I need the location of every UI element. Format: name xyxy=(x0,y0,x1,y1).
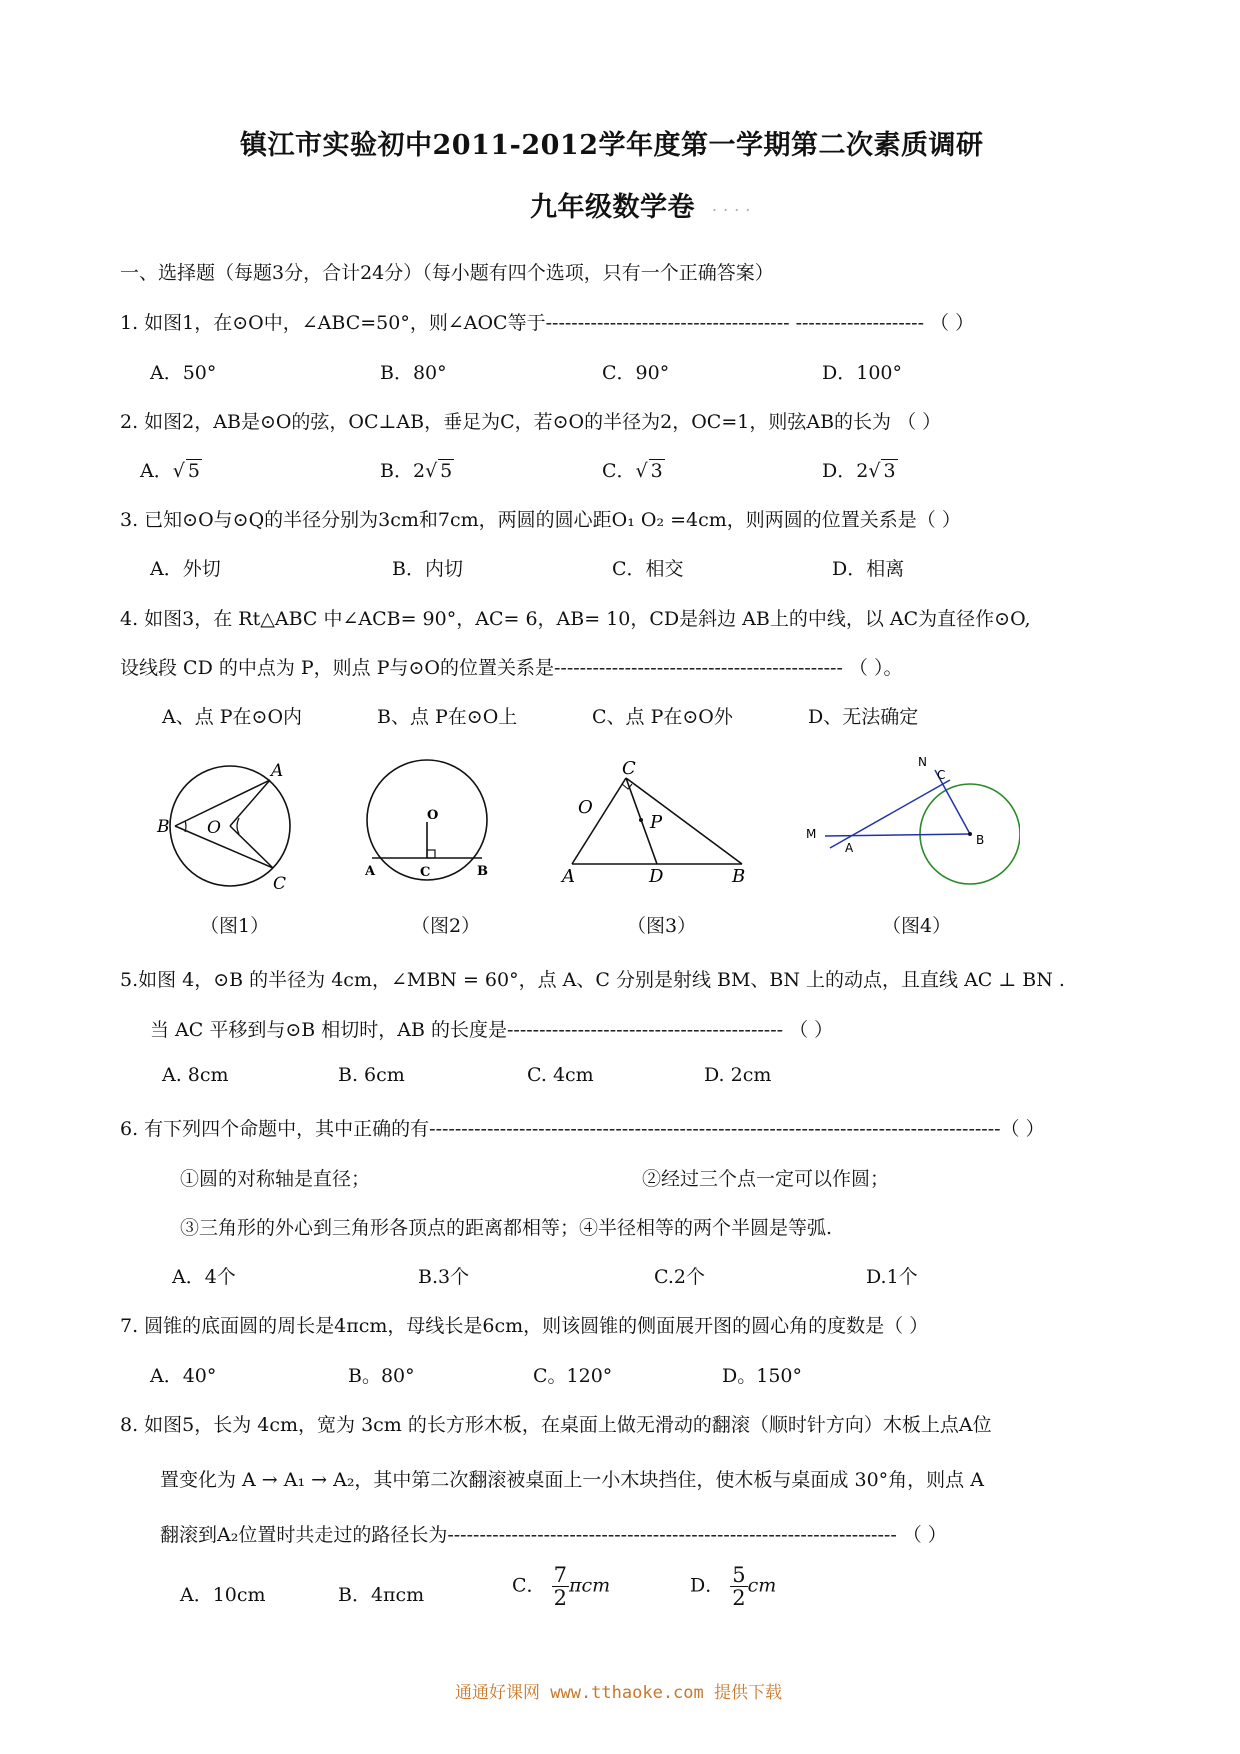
question-4-stem-line1: 4. 如图3，在 Rt△ABC 中∠ACB= 90°，AC= 6，AB= 10，CD是斜边 AB上的中线，以 AC为直径作⊙O, xyxy=(120,608,1031,630)
q2-option-c: C．√ 3 xyxy=(602,460,663,482)
q5-option-b: B. 6cm xyxy=(338,1064,405,1086)
q1-option-b: B．80° xyxy=(380,362,447,384)
fig2-label-b: B xyxy=(477,864,488,879)
q4-option-a: A、点 P在⊙O内 xyxy=(162,706,303,728)
fig1-radius-oa xyxy=(230,780,270,826)
fig2-right-angle-mark xyxy=(427,850,435,858)
q6-option-b: B.3个 xyxy=(418,1266,470,1288)
q5-option-c: C. 4cm xyxy=(527,1064,594,1086)
fig2-label-a: A xyxy=(365,864,376,879)
fig1-angle-o-mark xyxy=(237,818,239,834)
fig4-ray-bm xyxy=(825,834,970,836)
fig4-label-c: C xyxy=(937,768,946,782)
question-3-stem: 3. 已知⊙O与⊙Q的半径分别为3cm和7cm，两圆的圆心距O₁ O₂ =4cm，则两圆的位置关系是（ ） xyxy=(120,509,961,531)
q7-option-a: A．40° xyxy=(150,1365,217,1387)
subtitle-dots: .... xyxy=(712,196,757,215)
section-heading: 一、选择题（每题3分，合计24分）（每小题有四个选项，只有一个正确答案） xyxy=(120,262,774,284)
fig3-caption: （图3） xyxy=(627,915,697,937)
fig4-label-a: A xyxy=(845,841,854,855)
fig3-label-o: O xyxy=(578,797,593,818)
fig1-chord-bc xyxy=(175,826,273,868)
question-8-stem-line2: 置变化为 A → A₁ → A₂，其中第二次翻滚被桌面上一小木块挡住，使木板与桌面成 30°角，则点 A xyxy=(160,1469,984,1491)
fig3-side-cb xyxy=(626,778,742,864)
q5-option-d: D. 2cm xyxy=(704,1064,772,1086)
question-4-stem-line2: 设线段 CD 的中点为 P，则点 P与⊙O的位置关系是--------------------------------------------- （ ）。 xyxy=(120,657,903,679)
q6-proposition-2: ②经过三个点一定可以作圆； xyxy=(642,1168,890,1190)
question-5-stem-line1: 5.如图 4，⊙B 的半径为 4cm，∠MBN = 60°，点 A、C 分别是射线 BM、BN 上的动点，且直线 AC ⊥ BN . xyxy=(120,969,1065,991)
question-8-stem-line3: 翻滚到A₂位置时共走过的路径长为---------------------------------------------------------------------- （ ） xyxy=(160,1524,947,1546)
figure-2 xyxy=(357,752,497,892)
q8-option-d: D． $\frac{5}{2}$ cm xyxy=(690,1563,777,1611)
q1-option-d: D．100° xyxy=(822,362,902,384)
fig1-caption: （图1） xyxy=(200,915,270,937)
fig3-label-p: P xyxy=(650,812,663,833)
q8-option-b: B．4πcm xyxy=(338,1584,425,1606)
q6-option-d: D.1个 xyxy=(866,1266,918,1288)
q7-option-b: B。80° xyxy=(348,1365,415,1387)
fig3-point-p xyxy=(639,818,643,822)
fig1-angle-b-mark xyxy=(185,821,186,832)
question-8-stem-line1: 8. 如图5，长为 4cm，宽为 3cm 的长方形木板，在桌面上做无滑动的翻滚（顺时针方向）木板上点A位 xyxy=(120,1414,992,1436)
question-6-stem: 6. 有下列四个命题中，其中正确的有-----------------------------------------------------------------------------------------（ ） xyxy=(120,1118,1045,1140)
q8-option-c: C． $\frac{7}{2}$ πcm xyxy=(512,1563,611,1611)
q7-option-c: C。120° xyxy=(533,1365,613,1387)
q2-option-a: A．√ 5 xyxy=(140,460,200,482)
fig1-label-a: A xyxy=(271,761,284,781)
q3-option-c: C．相交 xyxy=(612,558,684,580)
fig1-label-b: B xyxy=(157,817,170,837)
fig1-chord-ba xyxy=(175,780,270,826)
q2-option-b: B．2√ 5 xyxy=(380,460,453,482)
fig1-label-c: C xyxy=(273,874,287,894)
q8-option-a: A．10cm xyxy=(180,1584,266,1606)
fig3-label-b: B xyxy=(732,866,746,887)
q4-option-b: B、点 P在⊙O上 xyxy=(377,706,518,728)
q4-option-c: C、点 P在⊙O外 xyxy=(592,706,733,728)
figure-4 xyxy=(800,748,1020,888)
q6-option-a: A．4个 xyxy=(172,1266,236,1288)
q5-option-a: A. 8cm xyxy=(162,1064,229,1086)
fig3-label-a: A xyxy=(562,866,575,887)
fig4-line-ac xyxy=(830,780,950,848)
fig4-caption: （图4） xyxy=(882,915,952,937)
fig3-label-c: C xyxy=(622,758,636,779)
fig1-label-o: O xyxy=(207,818,221,838)
fig4-label-n: N xyxy=(918,755,927,769)
page-subtitle: 九年级数学卷 xyxy=(530,192,695,223)
figure-3 xyxy=(560,758,760,888)
fig3-side-ac xyxy=(572,778,626,864)
q2-option-d: D．2√ 3 xyxy=(822,460,896,482)
q6-proposition-3-4: ③三角形的外心到三角形各顶点的距离都相等；④半径相等的两个半圆是等弧. xyxy=(180,1217,833,1239)
q3-option-a: A．外切 xyxy=(150,558,221,580)
q1-option-a: A．50° xyxy=(150,362,217,384)
question-2-stem: 2. 如图2，AB是⊙O的弦，OC⊥AB，垂足为C，若⊙O的半径为2，OC=1，则弦AB的长为 （ ） xyxy=(120,411,942,433)
question-5-stem-line2: 当 AC 平移到与⊙B 相切时，AB 的长度是------------------------------------------- （ ） xyxy=(150,1019,834,1041)
fig2-label-o: O xyxy=(427,808,439,823)
figure-1 xyxy=(155,752,305,902)
q4-option-d: D、无法确定 xyxy=(808,706,919,728)
q6-option-c: C.2个 xyxy=(654,1266,705,1288)
question-1-stem: 1. 如图1，在⊙O中，∠ABC=50°，则∠AOC等于-------------------------------------- -------------------- （ ） xyxy=(120,312,975,334)
q1-option-c: C．90° xyxy=(602,362,670,384)
page-title: 镇江市实验初中2011-2012学年度第一学期第二次素质调研 xyxy=(240,130,984,161)
q3-option-d: D．相离 xyxy=(832,558,905,580)
fig1-radius-oc xyxy=(230,826,273,868)
fig3-label-d: D xyxy=(649,866,664,887)
q7-option-d: D。150° xyxy=(722,1365,802,1387)
fig4-label-b: B xyxy=(976,833,985,847)
fig2-label-c: C xyxy=(420,865,431,880)
question-7-stem: 7. 圆锥的底面圆的周长是4πcm，母线长是6cm，则该圆锥的侧面展开图的圆心角的度数是（ ） xyxy=(120,1315,929,1337)
q3-option-b: B．内切 xyxy=(392,558,463,580)
fig2-caption: （图2） xyxy=(411,915,481,937)
fig4-label-m: M xyxy=(806,827,817,841)
q6-proposition-1: ①圆的对称轴是直径； xyxy=(180,1168,371,1190)
fig4-center-b xyxy=(968,832,972,836)
footer-link[interactable]: 通通好课网 www.tthaoke.com 提供下载 xyxy=(455,1683,782,1703)
